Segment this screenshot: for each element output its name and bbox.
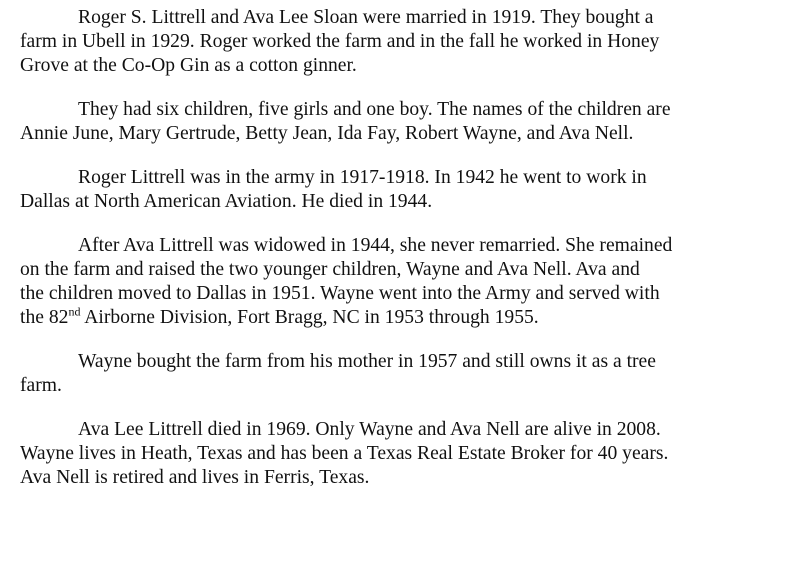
paragraph-tree-farm xyxy=(20,350,779,398)
text-line: Dallas at North American Aviation. He died in 1944. xyxy=(20,191,433,212)
text-line: They had six children, five girls and one boy. The names of the children are xyxy=(78,99,671,120)
text-line: Roger S. Littrell and Ava Lee Sloan were married in 1919. They bought a xyxy=(78,7,654,28)
text-line: the children moved to Dallas in 1951. Wayne went into the Army and served with xyxy=(20,283,660,304)
text-line: Ava Lee Littrell died in 1969. Only Wayne and Ava Nell are alive in 2008. xyxy=(78,419,661,440)
paragraph-later-life xyxy=(20,418,779,490)
text-line: After Ava Littrell was widowed in 1944, she never remarried. She remained xyxy=(78,235,673,256)
text-line: Annie June, Mary Gertrude, Betty Jean, Ida Fay, Robert Wayne, and Ava Nell. xyxy=(20,123,634,144)
text-segment: the 82 xyxy=(20,307,69,328)
paragraph-marriage xyxy=(20,6,779,78)
text-line: Wayne bought the farm from his mother in 1957 and still owns it as a tree xyxy=(78,351,656,372)
text-line: Roger Littrell was in the army in 1917-1918. In 1942 he went to work in xyxy=(78,167,647,188)
paragraph-widowed xyxy=(20,234,779,330)
text-line: Ava Nell is retired and lives in Ferris, Texas. xyxy=(20,467,370,488)
text-line: farm. xyxy=(20,375,62,396)
ordinal-superscript: nd xyxy=(68,304,81,319)
text-segment: Airborne Division, Fort Bragg, NC in 1953 through 1955. xyxy=(80,307,539,328)
text-line: farm in Ubell in 1929. Roger worked the farm and in the fall he worked in Honey xyxy=(20,31,660,52)
paragraph-children xyxy=(20,98,779,146)
text-line-with-superscript xyxy=(20,306,779,330)
text-line: Wayne lives in Heath, Texas and has been a Texas Real Estate Broker for 40 years. xyxy=(20,443,669,464)
paragraph-army xyxy=(20,166,779,214)
text-line: Grove at the Co-Op Gin as a cotton ginner. xyxy=(20,55,357,76)
text-line: on the farm and raised the two younger children, Wayne and Ava Nell. Ava and xyxy=(20,259,640,280)
